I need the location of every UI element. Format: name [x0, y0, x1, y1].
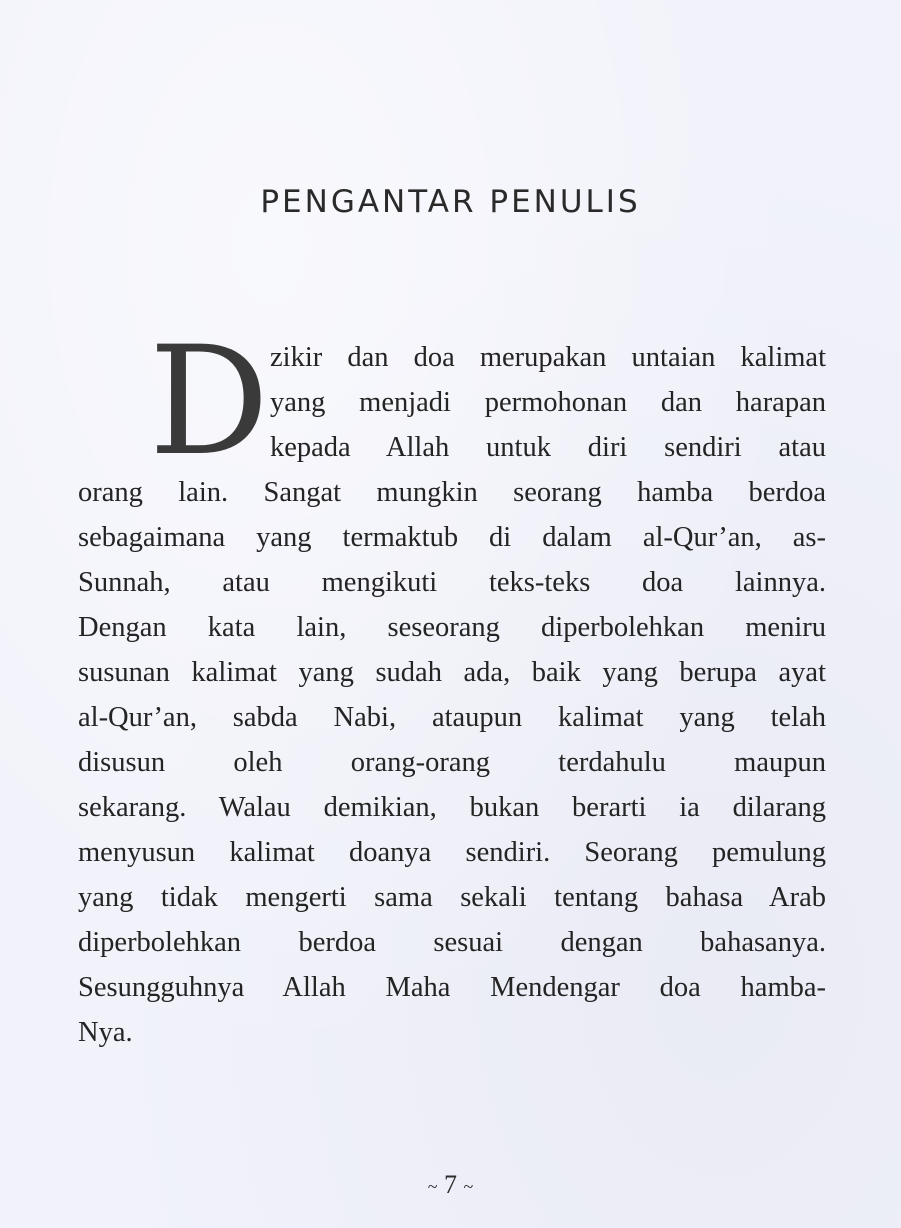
paragraph-line: Dengan kata lain, seseorang diperbolehkan meniru — [78, 614, 826, 643]
paragraph-line: al-Qur’an, sabda Nabi, ataupun kalimat yang telah — [78, 704, 826, 733]
paragraph-line: zikir dan doa merupakan untaian kalimat — [270, 344, 826, 373]
paragraph-line: susunan kalimat yang sudah ada, baik yang berupa ayat — [78, 659, 826, 688]
tilde-ornament-right: ~ — [463, 1176, 474, 1197]
tilde-ornament-left: ~ — [427, 1176, 438, 1197]
paragraph-line: diperbolehkan berdoa sesuai dengan bahasanya. — [78, 929, 826, 958]
drop-cap-letter: D — [148, 315, 270, 489]
chapter-title: PENGANTAR PENULIS — [260, 184, 641, 220]
paragraph-line: disusun oleh orang-orang terdahulu maupun — [78, 749, 826, 778]
paragraph-line: sebagaimana yang termaktub di dalam al-Qur’an, as- — [78, 524, 826, 553]
paragraph-line: sekarang. Walau demikian, bukan berarti ia dilarang — [78, 794, 826, 823]
page-number — [0, 1170, 901, 1200]
paragraph-line: Nya. — [78, 1019, 133, 1048]
paragraph-line: Sunnah, atau mengikuti teks-teks doa lainnya. — [78, 569, 826, 598]
paragraph-line: menyusun kalimat doanya sendiri. Seorang pemulung — [78, 839, 826, 868]
page-number-value: 7 — [444, 1170, 457, 1199]
paragraph-line: kepada Allah untuk diri sendiri atau — [270, 434, 826, 463]
paragraph-line: yang menjadi permohonan dan harapan — [270, 389, 826, 418]
paragraph-line: yang tidak mengerti sama sekali tentang bahasa Arab — [78, 884, 826, 913]
paragraph-line: Sesungguhnya Allah Maha Mendengar doa hamba- — [78, 974, 826, 1003]
paragraph-line: orang lain. Sangat mungkin seorang hamba berdoa — [78, 479, 826, 508]
